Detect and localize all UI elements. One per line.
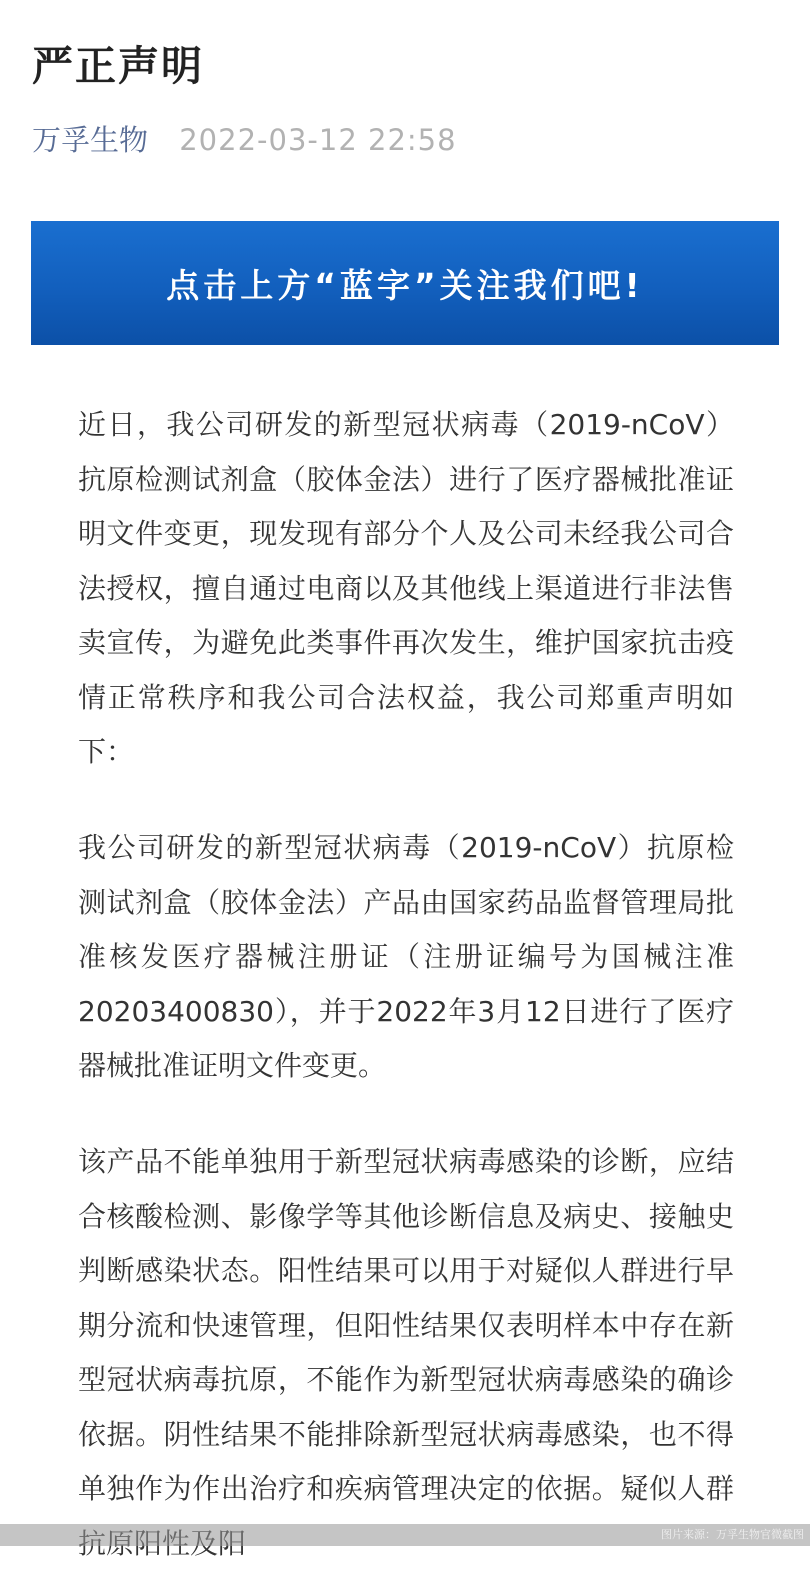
follow-banner (31, 221, 779, 345)
follow-banner-text: 点击上方“蓝字”关注我们吧! (166, 265, 644, 305)
article-meta (32, 120, 457, 160)
article-title: 严正声明 (32, 42, 204, 90)
paragraph-usage-notice: 该产品不能单独用于新型冠状病毒感染的诊断，应结合核酸检测、影像学等其他诊断信息及病史、接触史判断感染状态。阳性结果可以用于对疑似人群进行早期分流和快速管理，但阳性结果仅表明样本中存在新型冠状病毒抗原，不能作为新型冠状病毒感染的确诊依据。阴性结果不能排除新型冠状病毒感染，也不得单独作为作出治疗和疾病管理决定的依据。疑似人群 (78, 1145, 734, 1505)
account-name-link[interactable]: 万孚生物 (32, 123, 149, 157)
paragraph-intro: 近日，我公司研发的新型冠状病毒（2019-nCoV）抗原检测试剂盒（胶体金法）进行了医疗器械批准证明文件变更，现发现有部分个人及公司未经我公司合法授权，擅自通过电商以及其他线上渠道进行非法售卖宣传，为避免此类事件再次发生，维护国家抗击疫情正常秩序和我公司合法权益，我公司郑重声明如下： (78, 408, 734, 768)
paragraph-registration: 我公司研发的新型冠状病毒（2019-nCoV）抗原检测试剂盒（胶体金法）产品由国家药品监督管理局批准核发医疗器械注册证（注册证编号为国械注准20203400830），并于2022年3月12日进行了医疗器械批准证明文件变更。 (78, 831, 734, 1082)
publish-date: 2022-03-12 22:58 (179, 123, 457, 157)
image-source-watermark: 图片来源：万孚生物官微截图 (661, 1528, 804, 1541)
